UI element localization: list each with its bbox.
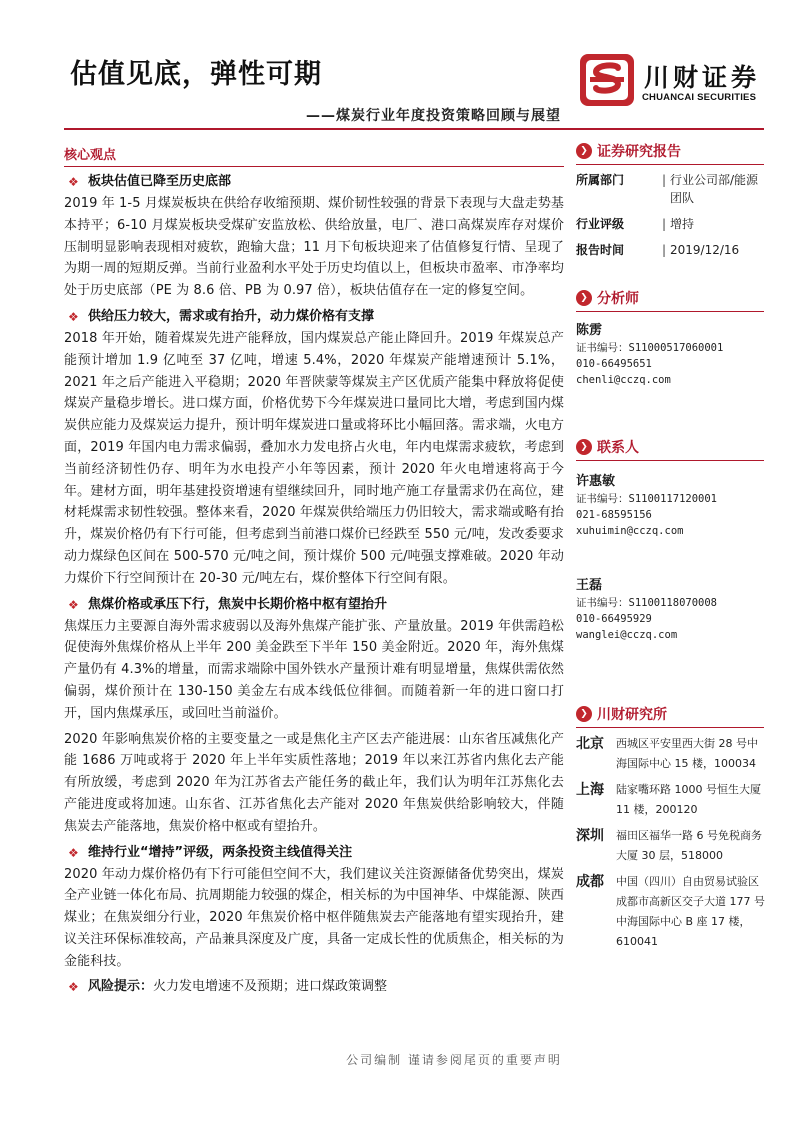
main-content <box>64 145 564 998</box>
info-value: 2019/12/16 <box>670 243 740 257</box>
circle-chevron-icon: ❯ <box>576 439 592 455</box>
diamond-bullet-icon: ❖ <box>68 845 79 860</box>
circle-chevron-icon: ❯ <box>576 290 592 306</box>
section-heading <box>64 594 564 616</box>
diamond-bullet-icon: ❖ <box>68 979 79 994</box>
company-logo <box>578 52 763 108</box>
section-paragraph: 焦煤压力主要源自海外需求疲弱以及海外焦煤产能扩张、产量放量。2019 年供需趋松促使海外焦煤价格从上半年 200 美金跌至下半年 150 美金附近。2020 年，海外焦煤产量仍有 4.3%的增量，而需求端除中国外铁水产量预计难有明显增量，焦煤供需依然偏弱，煤价预计在 130-150 美金左右成本线低位徘徊。而随着新一年的进口窗口打开，国内焦煤承压，或回吐当前溢价。 <box>64 618 564 721</box>
address-item <box>576 734 766 774</box>
header-divider <box>64 128 764 130</box>
logo-mark-icon <box>578 52 636 108</box>
institute-heading <box>576 703 766 725</box>
report-info-heading <box>576 140 766 162</box>
address-city: 北京 <box>576 736 604 752</box>
circle-chevron-icon: ❯ <box>576 143 592 159</box>
contacts-heading-text: 联系人 <box>597 440 639 456</box>
person-name: 许惠敏 <box>576 474 616 489</box>
section-valuation <box>64 171 564 302</box>
address-text: 西城区平安里西大街 28 号中海国际中心 15 楼，100034 <box>616 737 758 770</box>
logo-chinese-name: 川财证券 <box>644 63 761 92</box>
info-key: 所属部门 <box>576 173 625 187</box>
person-phone: 021-68595156 <box>576 509 652 521</box>
report-subtitle: ——煤炭行业年度投资策略回顾与展望 <box>306 108 561 124</box>
sidebar <box>576 140 766 952</box>
section-heading-text: 板块估值已降至历史底部 <box>88 174 232 189</box>
info-value: 增持 <box>670 217 695 231</box>
section-rating <box>64 842 564 973</box>
info-row-rating: 行业评级 | 增持 <box>576 215 766 233</box>
address-city: 成都 <box>576 874 604 890</box>
person-cert: 证书编号：S1100118070008 <box>576 597 718 609</box>
section-paragraph: 2020 年动力煤价格仍有下行可能但空间不大，我们建议关注资源储备优势突出，煤炭全产业链一体化布局、抗周期能力较强的煤企，相关标的为中国神华、中煤能源、陕西煤业；在焦炭细分行业，2020 年焦炭价格中枢伴随焦炭去产能落地有望实现抬升，建议关注环保标准较高，产品兼具深度及广度，具备一定成长性的优质焦企，相关标的为金能科技。 <box>64 866 564 969</box>
address-text: 中国（四川）自由贸易试验区成都市高新区交子大道 177 号中海国际中心 B 座 17 楼，610041 <box>616 875 765 948</box>
address-item <box>576 826 766 866</box>
institute-heading-text: 川财研究所 <box>597 707 667 723</box>
section-heading-text: 供给压力较大，需求或有抬升，动力煤价格有支撑 <box>88 308 375 324</box>
person-email[interactable]: chenli@cczq.com <box>576 374 671 386</box>
sidebar-divider <box>576 460 764 461</box>
section-paragraph: 2020 年影响焦炭价格的主要变量之一或是焦化主产区去产能进展：山东省压减焦化产能 1686 万吨或将于 2020 年上半年实质性落地；2019 年以来江苏省内焦化去产能有所放缓，考虑到 2020 年为江苏省去产能任务的截止年，我们认为明年江苏焦化去产能进度或将加速。山东省、江苏省焦化去产能对 2020 年焦炭供给影响较大，伴随焦炭去产能落地，焦炭价格中枢或有望抬升。 <box>64 731 564 834</box>
sidebar-divider <box>576 311 764 312</box>
section-heading <box>64 842 564 864</box>
section-heading-text: 焦煤价格或承压下行，焦炭中长期价格中枢有望抬升 <box>88 596 388 612</box>
person-phone: 010-66495929 <box>576 613 652 625</box>
diamond-bullet-icon: ❖ <box>68 309 79 324</box>
report-info-heading-text: 证券研究报告 <box>597 144 681 160</box>
diamond-bullet-icon: ❖ <box>68 597 79 612</box>
info-key: 报告时间 <box>576 243 625 257</box>
person-cert: 证书编号：S1100117120001 <box>576 493 718 505</box>
address-list <box>576 734 766 952</box>
diamond-bullet-icon: ❖ <box>68 175 79 189</box>
analyst-heading <box>576 287 766 309</box>
contact-card <box>576 577 766 643</box>
analyst-card <box>576 322 766 388</box>
contact-card <box>576 473 766 539</box>
section-paragraph: 2018 年开始，随着煤炭先进产能释放，国内煤炭总产能止降回升。2019 年煤炭总产能预计增加 1.9 亿吨至 37 亿吨，增速 5.4%，2020 年煤炭产能增速预计 5.1%，2021 年之后产能进入平稳期；2020 年晋陕蒙等煤炭主产区优质产能集中释放将促使煤炭产量稳步增长。进口煤方面，价格优势下今年煤炭进口量同比大增，考虑到国内煤炭供应能力及煤炭运力提升，预计明年煤炭进口量或将环比小幅回落。需求端，火电方面，2019 年国内电力需求偏弱，叠加水力发电挤占火电，年内电煤需求疲软，考虑到当前经济韧性仍存、明年为水电投产小年等因素，预计 2020 年火电增速将高于今年。建材方面，明年基建投资增速有望继续回升，同时地产施工存量需求仍在高位，建材耗煤需求韧性较强。整体来看，2020 年煤炭供给端压力仍旧较大，需求端或略有抬升，煤炭价格仍有下行可能，但考虑到当前港口煤价已经跌至 550 元/吨，发改委要求动力煤绿色区间在 500-570 元/吨之间，预计煤价 500 元/吨强支撑难破。2020 年动力煤价下行空间预计在 20-30 元/吨左右，煤价整体下行空间有限。 <box>64 330 564 586</box>
circle-chevron-icon: ❯ <box>576 706 592 722</box>
person-name: 陈雳 <box>576 323 603 338</box>
info-row-date: 报告时间 | 2019/12/16 <box>576 241 766 259</box>
risk-text: 火力发电增速不及预期；进口煤政策调整 <box>153 978 388 994</box>
section-supply-demand <box>64 306 564 590</box>
address-text: 陆家嘴环路 1000 号恒生大厦 11 楼，200120 <box>616 783 761 816</box>
person-name: 王磊 <box>576 578 603 593</box>
page-footer: 公司编制 谨请参阅尾页的重要声明 <box>346 1053 562 1067</box>
section-paragraph: 2019 年 1-5 月煤炭板块在供给存收缩预期、煤价韧性较强的背景下表现与大盘走势基本持平；6-10 月煤炭板块受煤矿安监放松、供给放量，电厂、港口高煤炭库存对煤价压制明显影响表现相对疲软，跑输大盘；11 月下旬板块迎来了估值修复行情、呈现了为期一周的短期反弹。当前行业盈利水平处于历史均值以上，但板块市盈率、市净率均处于历史底部（PE 为 8.6 倍、PB 为 0.97 倍），板块估值存在一定的修复空间。 <box>64 196 565 299</box>
address-city: 上海 <box>576 782 604 798</box>
info-key: 行业评级 <box>576 217 625 231</box>
report-title: 估值见底，弹性可期 <box>70 59 322 90</box>
person-email[interactable]: xuhuimin@cczq.com <box>576 525 684 537</box>
info-value: 行业公司部/能源团队 <box>670 173 759 205</box>
logo-english-name: CHUANCAI SECURITIES <box>642 92 757 103</box>
core-views-divider <box>64 166 564 167</box>
core-views-label: 核心观点 <box>64 148 117 163</box>
risk-label: 风险提示： <box>88 978 154 994</box>
info-row-department: 所属部门 | 行业公司部/能源团队 <box>576 171 766 207</box>
section-heading <box>64 306 564 328</box>
person-email[interactable]: wanglei@cczq.com <box>576 629 678 641</box>
report-info-table <box>576 171 766 259</box>
sidebar-divider <box>576 164 764 165</box>
person-cert: 证书编号：S1100051706000​1 <box>576 342 724 354</box>
section-coking-coal <box>64 594 564 838</box>
person-phone: 010-66495651 <box>576 358 652 370</box>
section-heading-text: 维持行业“增持”评级，两条投资主线值得关注 <box>88 844 353 860</box>
sidebar-divider <box>576 727 764 728</box>
address-item <box>576 780 766 820</box>
address-city: 深圳 <box>576 828 604 844</box>
contacts-heading <box>576 436 766 458</box>
address-item <box>576 872 766 952</box>
risk-warning <box>64 976 564 998</box>
analyst-heading-text: 分析师 <box>597 291 639 307</box>
address-text: 福田区福华一路 6 号免税商务大厦 30 层，518000 <box>616 829 762 862</box>
section-heading <box>64 171 564 193</box>
